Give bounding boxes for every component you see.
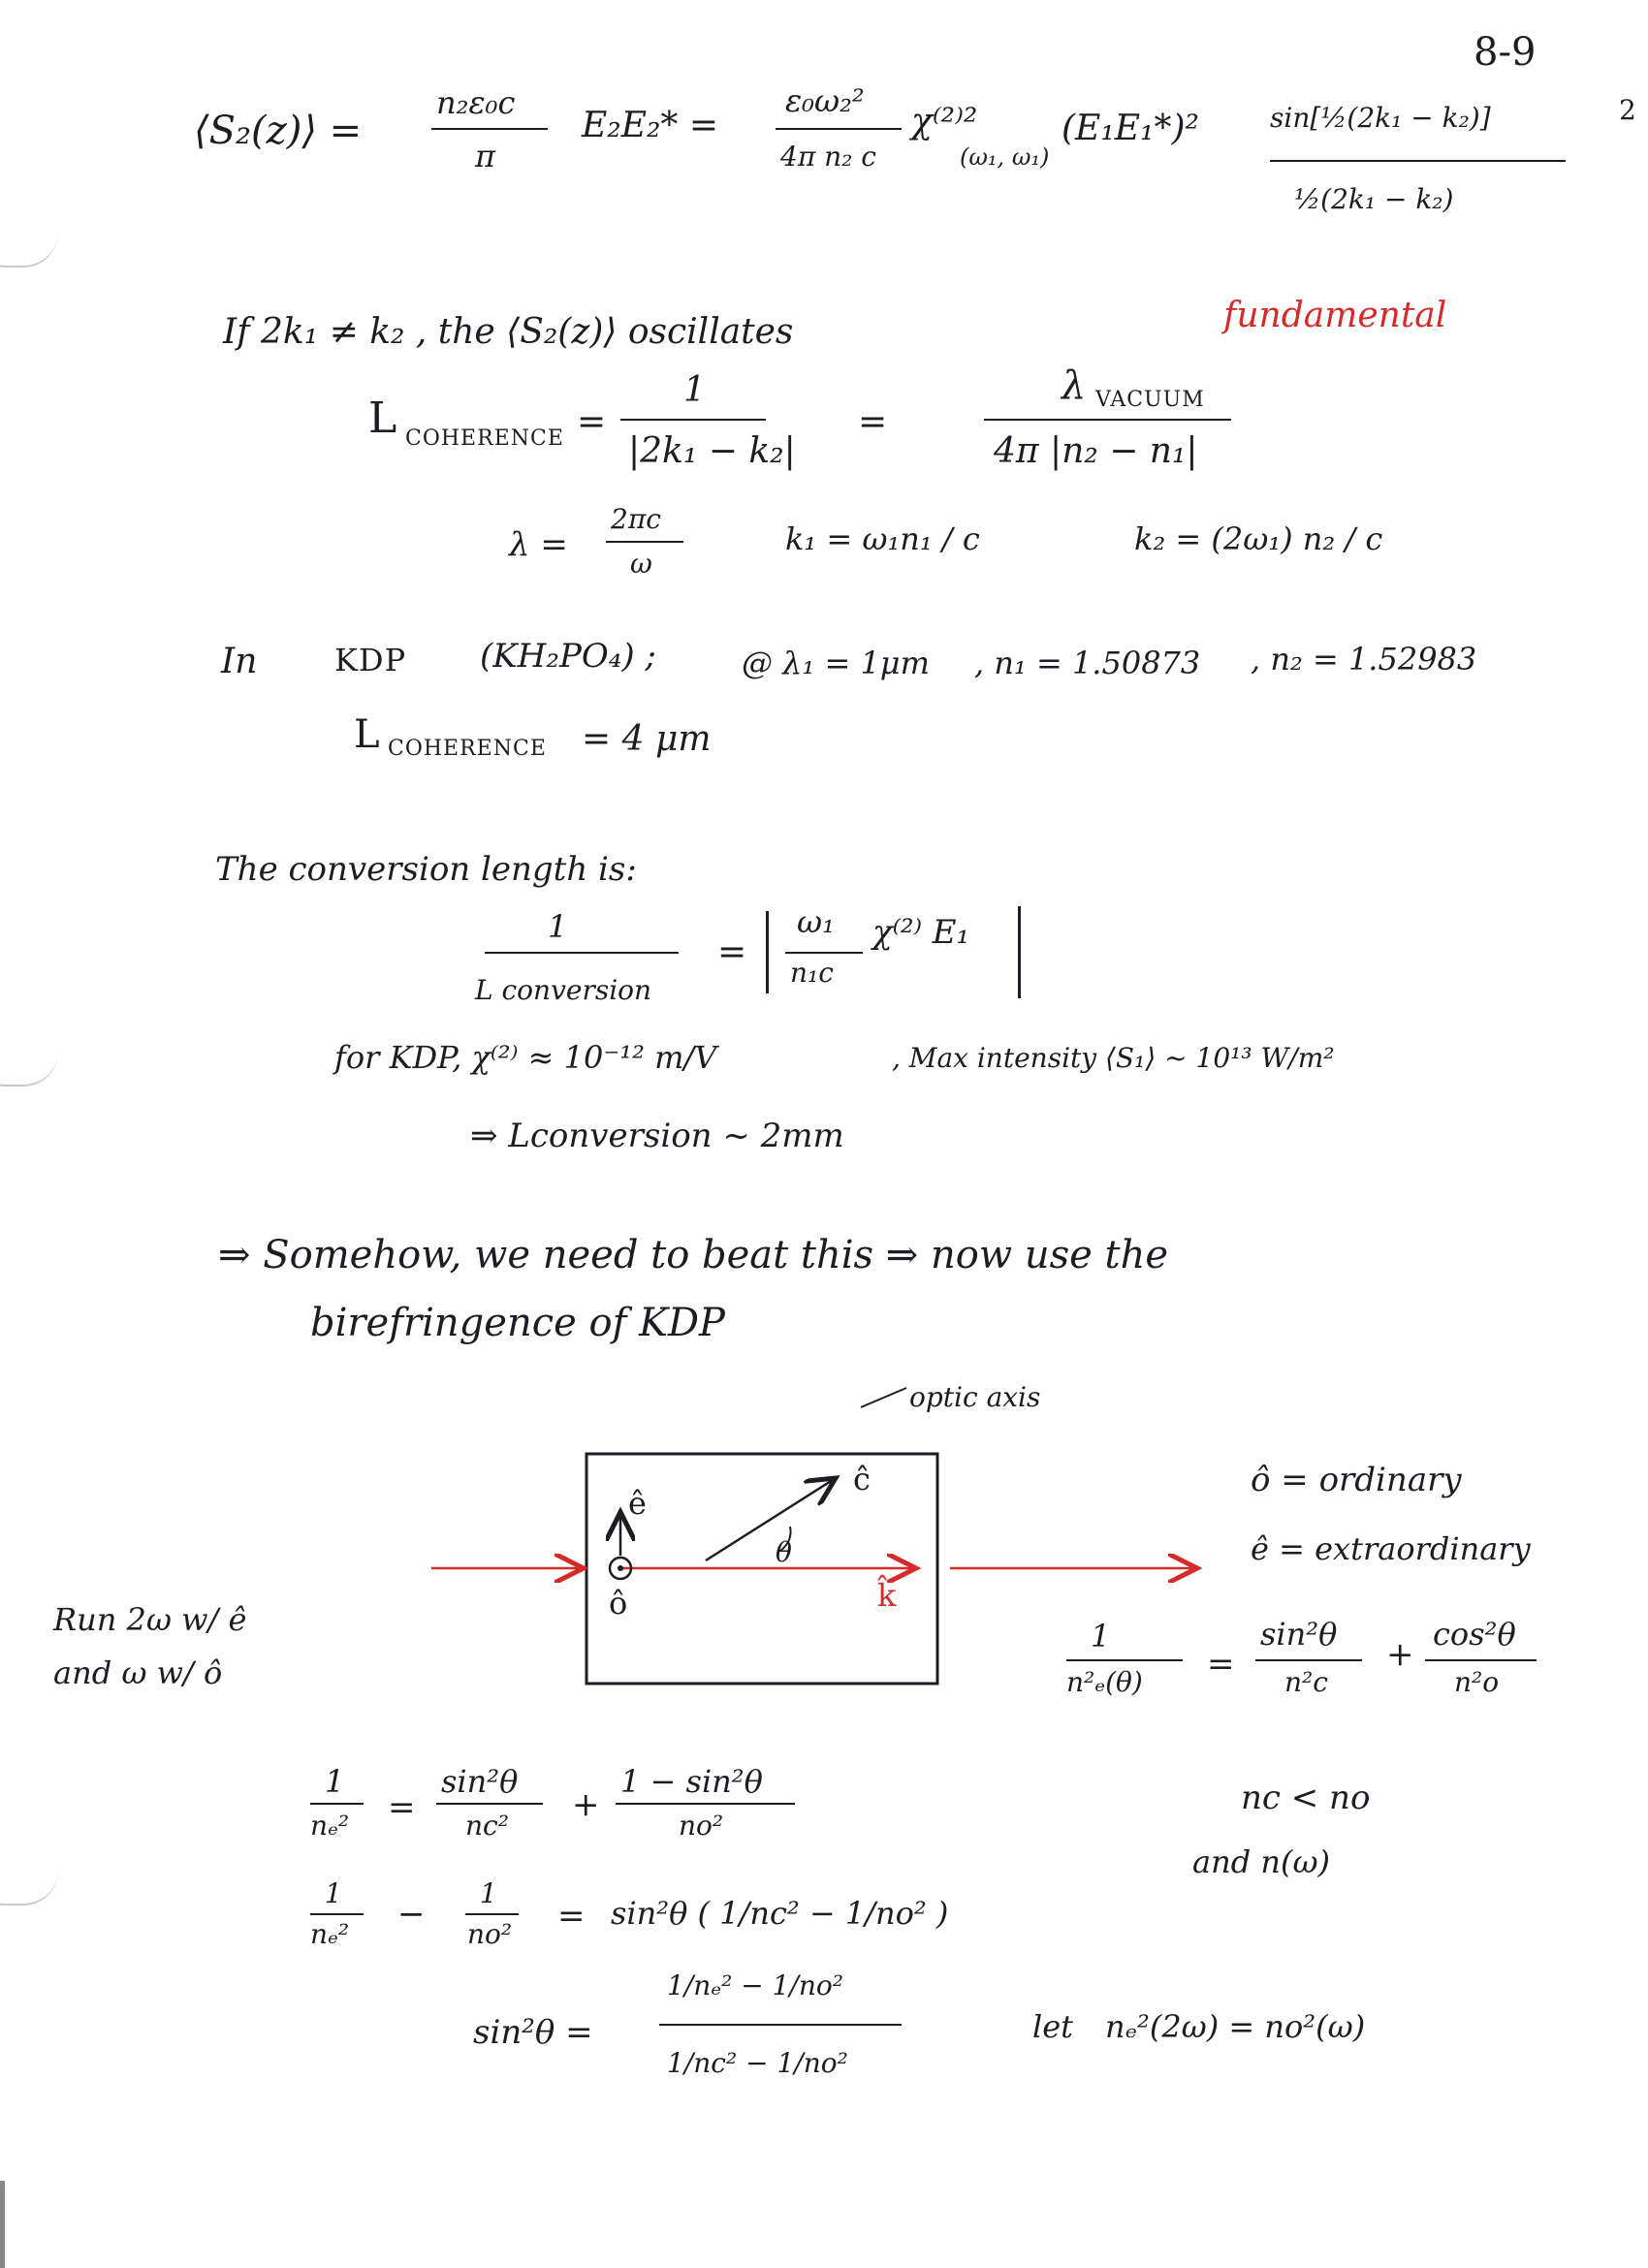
conversion-num: 1 xyxy=(548,908,568,945)
coherence-num2: λ xyxy=(1062,363,1087,408)
note-and-n: and n(ω) xyxy=(1192,1843,1331,1880)
kdp-in: In xyxy=(221,642,258,681)
d-r2-rhs: sin²θ ( 1/nc² − 1/no² ) xyxy=(611,1895,949,1932)
d-r1-plus: + xyxy=(572,1785,600,1824)
birefringence-line1: ⇒ Somehow, we need to beat this ⇒ now use the xyxy=(218,1233,1168,1277)
coherence-eq2: = xyxy=(858,402,888,442)
conversion-heading: The conversion length is: xyxy=(215,850,637,889)
e-hat-label: ê xyxy=(628,1485,647,1522)
birefringence-line2: birefringence of KDP xyxy=(310,1301,725,1345)
coherence-L: L xyxy=(368,394,397,443)
eq1-chi: χ⁽²⁾² xyxy=(911,102,978,142)
optic-axis-label: optic axis xyxy=(909,1381,1041,1413)
d-r2-a-den: nₑ² xyxy=(310,1918,350,1950)
conversion-rhs-den: n₁c xyxy=(790,957,834,989)
ne-t1-num: sin²θ xyxy=(1260,1616,1338,1653)
eq1-frac2-den: 4π n₂ c xyxy=(780,141,876,173)
eq1-sinc-den: ½(2k₁ − k₂) xyxy=(1294,183,1454,215)
c-hat-label: ĉ xyxy=(853,1461,871,1497)
fundamental-note: fundamental xyxy=(1223,296,1447,335)
d-r1-eq: = xyxy=(388,1788,416,1827)
conversion-rhs-tail: χ⁽²⁾ E₁ xyxy=(872,913,970,952)
k1-definition: k₁ = ω₁n₁ / c xyxy=(785,520,980,557)
binding-edge xyxy=(0,2181,5,2268)
eq1-field: (E₁E₁*)² xyxy=(1062,109,1199,148)
d-r3-den: 1/nc² − 1/no² xyxy=(667,2047,848,2079)
lambda-num: 2πc xyxy=(611,503,661,535)
d-r2-b-bar xyxy=(465,1913,519,1915)
d-r2-b-num: 1 xyxy=(480,1877,497,1909)
run-line2: and ω w/ ô xyxy=(53,1654,223,1691)
page-number: 8-9 xyxy=(1474,30,1537,75)
eq1-chi-args: (ω₁, ω₁) xyxy=(960,143,1050,171)
d-r1-lhs-bar xyxy=(310,1803,364,1805)
conversion-eq: = xyxy=(717,932,747,972)
coherence-den1: |2k₁ − k₂| xyxy=(628,431,796,471)
d-r2-a-bar xyxy=(310,1913,364,1915)
note-let-eq: nₑ²(2ω) = no²(ω) xyxy=(1105,2008,1366,2045)
lambda-den: ω xyxy=(630,548,652,580)
d-r2-minus: − xyxy=(397,1895,426,1934)
coherence-L-sub: COHERENCE xyxy=(405,426,564,451)
d-r1-lhs-den: nₑ² xyxy=(310,1810,350,1842)
kdp-crystal: KDP xyxy=(334,642,407,678)
note-let: let xyxy=(1032,2008,1074,2045)
ne-t1-bar xyxy=(1255,1659,1362,1661)
coherence-if-text: If 2k₁ ≠ k₂ , the ⟨S₂(z)⟩ oscillates xyxy=(223,312,794,352)
eq1-lhs: ⟨S₂(z)⟩ = xyxy=(194,109,363,153)
eq1-mid: E₂E₂* = xyxy=(582,106,719,145)
run-line1: Run 2ω w/ ê xyxy=(53,1601,247,1638)
ne-t1-den: n²c xyxy=(1284,1666,1328,1698)
conversion-for-kdp: for KDP, χ⁽²⁾ ≈ 10⁻¹² m/V xyxy=(334,1039,717,1076)
ne-plus: + xyxy=(1386,1635,1414,1674)
d-r1-t1-num: sin²θ xyxy=(441,1763,519,1800)
d-r3-bar xyxy=(659,2024,902,2026)
kdp-L-value: = 4 μm xyxy=(582,719,712,759)
ne-t2-den: n²o xyxy=(1454,1666,1500,1698)
d-r1-t1-den: nc² xyxy=(465,1810,509,1842)
kdp-L: L xyxy=(354,712,380,757)
lambda-lhs: λ = xyxy=(509,525,568,564)
ne-t2-bar xyxy=(1425,1659,1537,1661)
o-hat-dot xyxy=(618,1565,623,1571)
conversion-max-intensity: , Max intensity ⟨S₁⟩ ~ 10¹³ W/m² xyxy=(892,1042,1335,1074)
coherence-num2-sub: VACUUM xyxy=(1095,388,1205,412)
kdp-n1: , n₁ = 1.50873 xyxy=(974,645,1201,681)
d-r2-eq: = xyxy=(557,1897,586,1936)
d-r1-lhs-num: 1 xyxy=(325,1763,345,1800)
d-r2-a-num: 1 xyxy=(325,1877,342,1909)
conversion-den: L conversion xyxy=(475,974,652,1006)
optic-axis-pointer xyxy=(861,1388,906,1407)
eq1-sinc-num: sin[½(2k₁ − k₂)] xyxy=(1270,102,1491,134)
optic-axis-arrow xyxy=(706,1478,836,1560)
d-r1-t1-bar xyxy=(436,1803,543,1805)
kdp-L-sub: COHERENCE xyxy=(388,737,547,761)
d-r3-lhs: sin²θ = xyxy=(473,2013,593,2052)
conversion-rhs-num: ω₁ xyxy=(797,903,835,940)
conversion-result: ⇒ Lconversion ~ 2mm xyxy=(470,1117,844,1155)
ne-lhs-bar xyxy=(1066,1659,1183,1661)
d-r1-t2-den: no² xyxy=(679,1810,724,1842)
ne-t2-num: cos²θ xyxy=(1433,1616,1516,1653)
note-nc-lt-no: nc < no xyxy=(1241,1779,1371,1817)
eq1-frac1-num: n₂ε₀c xyxy=(436,84,516,121)
ne-eq: = xyxy=(1207,1645,1235,1684)
k-hat-label: k̂ xyxy=(877,1577,897,1614)
kdp-n2: , n₂ = 1.52983 xyxy=(1251,641,1477,677)
d-r1-t2-bar xyxy=(616,1803,795,1805)
ne-lhs-num: 1 xyxy=(1091,1618,1111,1654)
o-hat-label: ô xyxy=(609,1585,628,1622)
kdp-lambda: @ λ₁ = 1μm xyxy=(742,645,930,681)
k2-definition: k₂ = (2ω₁) n₂ / c xyxy=(1134,520,1383,557)
coherence-den2: 4π |n₂ − n₁| xyxy=(994,431,1198,471)
coherence-num1: 1 xyxy=(683,370,706,410)
theta-label: θ xyxy=(776,1536,792,1568)
eq1-frac2-num: ε₀ω₂² xyxy=(785,82,865,119)
d-r2-b-den: no² xyxy=(467,1918,513,1950)
eq1-power: 2 xyxy=(1619,94,1636,126)
eq1-frac1-den: π xyxy=(475,138,496,174)
ne-lhs-den: n²ₑ(θ) xyxy=(1066,1666,1143,1698)
legend-ordinary: ô = ordinary xyxy=(1251,1461,1462,1499)
coherence-eq1: = xyxy=(577,402,607,442)
d-r3-num: 1/nₑ² − 1/no² xyxy=(667,1969,843,2001)
legend-extraordinary: ê = extraordinary xyxy=(1251,1530,1531,1567)
kdp-formula: (KH₂PO₄) ; xyxy=(480,637,656,676)
d-r1-t2-num: 1 − sin²θ xyxy=(620,1763,763,1800)
